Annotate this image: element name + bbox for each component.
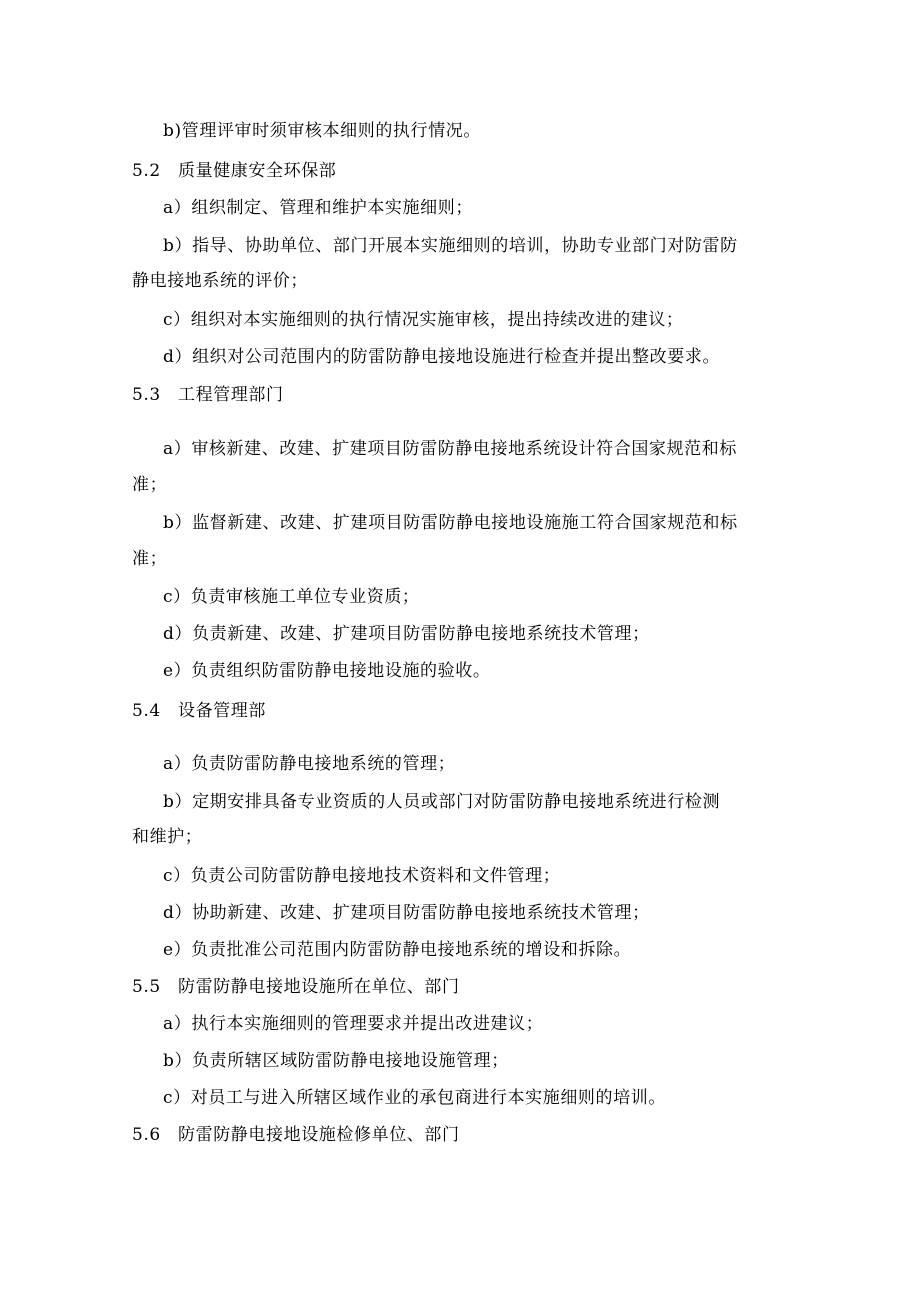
list-item-continuation: 静电接地系统的评价； bbox=[132, 271, 308, 291]
section-number: 5.2 bbox=[132, 161, 161, 181]
list-item: a）审核新建、改建、扩建项目防雷防静电接地系统设计符合国家规范和标 bbox=[163, 439, 737, 459]
list-item-continuation: 准； bbox=[132, 475, 168, 495]
section-title: 工程管理部门 bbox=[178, 385, 284, 405]
section-heading-5-5 bbox=[132, 976, 460, 998]
list-item: e）负责组织防雷防静电接地设施的验收。 bbox=[163, 661, 491, 681]
list-item: b）负责所辖区域防雷防静电接地设施管理； bbox=[163, 1051, 509, 1071]
list-item: b）监督新建、改建、扩建项目防雷防静电接地设施施工符合国家规范和标 bbox=[163, 513, 738, 533]
list-item: c）组织对本实施细则的执行情况实施审核，提出持续改进的建议； bbox=[163, 310, 684, 330]
list-item: d）组织对公司范围内的防雷防静电接地设施进行检查并提出整改要求。 bbox=[163, 347, 721, 367]
section-title: 质量健康安全环保部 bbox=[178, 161, 337, 181]
section-number: 5.4 bbox=[132, 701, 161, 721]
section-number: 5.6 bbox=[132, 1125, 161, 1145]
list-item: a）执行本实施细则的管理要求并提出改进建议； bbox=[163, 1014, 544, 1034]
list-item: a）负责防雷防静电接地系统的管理； bbox=[163, 754, 456, 774]
list-item: c）负责公司防雷防静电接地技术资料和文件管理； bbox=[163, 866, 561, 886]
list-item: a）组织制定、管理和维护本实施细则； bbox=[163, 198, 473, 218]
section-title: 防雷防静电接地设施检修单位、部门 bbox=[178, 1125, 460, 1145]
list-item-continuation: 和维护； bbox=[132, 827, 203, 847]
list-item: d）负责新建、改建、扩建项目防雷防静电接地系统技术管理； bbox=[163, 624, 650, 644]
list-item-continuation: 准； bbox=[132, 549, 168, 569]
section-title: 防雷防静电接地设施所在单位、部门 bbox=[178, 977, 460, 997]
paragraph-line: b)管理评审时须审核本细则的执行情况。 bbox=[163, 121, 481, 141]
list-item: c）负责审核施工单位专业资质； bbox=[163, 587, 420, 607]
section-heading-5-2 bbox=[132, 160, 336, 182]
list-item: c）对员工与进入所辖区域作业的承包商进行本实施细则的培训。 bbox=[163, 1088, 666, 1108]
section-title: 设备管理部 bbox=[178, 701, 266, 721]
section-heading-5-6 bbox=[132, 1124, 460, 1146]
section-number: 5.3 bbox=[132, 385, 161, 405]
list-item: e）负责批准公司范围内防雷防静电接地系统的增设和拆除。 bbox=[163, 940, 632, 960]
list-item: b）指导、协助单位、部门开展本实施细则的培训，协助专业部门对防雷防 bbox=[163, 236, 738, 256]
list-item: b）定期安排具备专业资质的人员或部门对防雷防静电接地系统进行检测 bbox=[163, 792, 721, 812]
section-heading-5-4 bbox=[132, 700, 266, 722]
section-heading-5-3 bbox=[132, 384, 284, 406]
section-number: 5.5 bbox=[132, 977, 161, 997]
list-item: d）协助新建、改建、扩建项目防雷防静电接地系统技术管理； bbox=[163, 903, 650, 923]
